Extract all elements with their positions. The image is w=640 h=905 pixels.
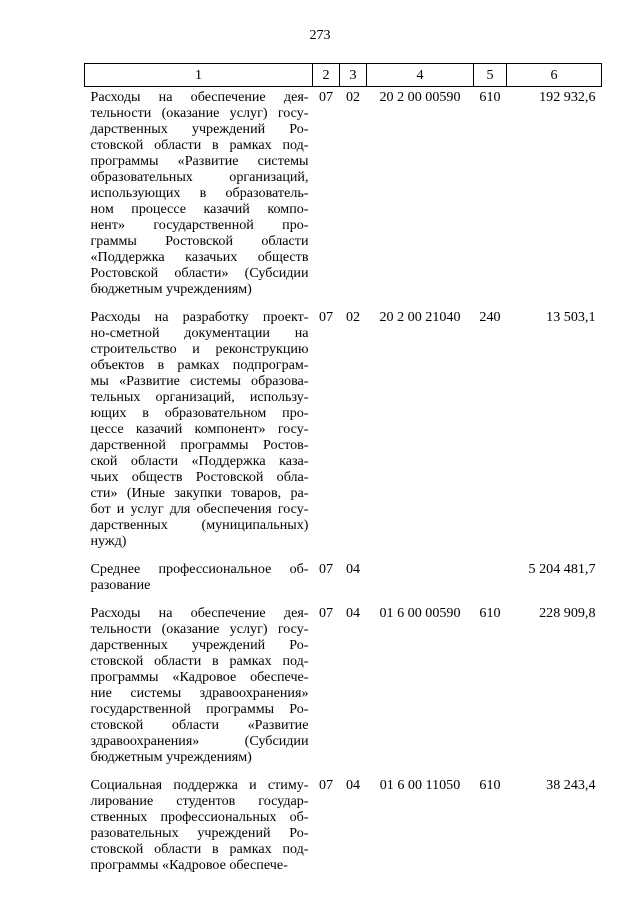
row-amount: 228 909,8 <box>539 605 596 621</box>
table-row <box>85 297 602 549</box>
row-section-code: 07 <box>318 777 334 793</box>
description-line: объектов в рамках подпрограм- <box>90 357 309 373</box>
row-target-article: 20 2 00 00590 <box>379 89 461 105</box>
description-line: ном процессе казачий компо- <box>90 201 309 217</box>
description-line: Расходы на обеспечение дея- <box>90 89 309 105</box>
row-description <box>85 297 313 549</box>
row-description <box>85 549 313 593</box>
description-line: использующих в образователь- <box>90 185 309 201</box>
column-header-5: 5 <box>474 64 507 87</box>
description-line: Социальная поддержка и стиму- <box>90 777 309 793</box>
row-section-code: 07 <box>318 561 334 577</box>
row-subsection-code: 04 <box>345 777 361 793</box>
description-line: здравоохранения» (Субсидии <box>90 733 309 749</box>
description-line: но-сметной документации на <box>90 325 309 341</box>
description-line: ственных профессиональных об- <box>90 809 309 825</box>
description-line: стовской области в рамках под- <box>90 653 309 669</box>
row-section-code: 07 <box>318 605 334 621</box>
description-line: Ростовской области» (Субсидии <box>90 265 309 281</box>
description-line: дарственной программы Ростов- <box>90 437 309 453</box>
column-header-3: 3 <box>340 64 367 87</box>
column-header-2: 2 <box>313 64 340 87</box>
row-expense-type: 610 <box>479 605 501 621</box>
row-expense-type <box>474 549 507 593</box>
description-line: ской области «Поддержка каза- <box>90 453 309 469</box>
description-line: дарственных учреждений Ро- <box>90 121 309 137</box>
description-line: тельности (оказание услуг) госу- <box>90 621 309 637</box>
row-target-article <box>367 549 474 593</box>
description-line: лирование студентов государ- <box>90 793 309 809</box>
description-line: мы «Развитие системы образова- <box>90 373 309 389</box>
description-line: программы «Кадровое обеспече- <box>90 857 288 873</box>
row-description <box>85 87 313 298</box>
description-line: тельности (оказание услуг) госу- <box>90 105 309 121</box>
row-target-article: 01 6 00 00590 <box>379 605 461 621</box>
description-line: бюджетным учреждениям) <box>90 749 252 765</box>
description-line: стовской области в рамках под- <box>90 137 309 153</box>
description-line: цессе казачий компонент» госу- <box>90 421 309 437</box>
row-expense-type: 610 <box>479 777 501 793</box>
row-amount: 38 243,4 <box>546 777 596 793</box>
description-line: стовской области в рамках под- <box>90 841 309 857</box>
table-row <box>85 549 602 593</box>
description-line: Расходы на разработку проект- <box>90 309 309 325</box>
page-number: 273 <box>309 28 331 43</box>
row-target-article: 20 2 00 21040 <box>379 309 461 325</box>
description-line: ние системы здравоохранения» <box>90 685 309 701</box>
description-line: стовской области «Развитие <box>90 717 309 733</box>
row-amount: 192 932,6 <box>539 89 596 105</box>
description-line: программы «Кадровое обеспече- <box>90 669 309 685</box>
row-subsection-code: 04 <box>345 561 361 577</box>
row-target-article: 01 6 00 11050 <box>379 777 461 793</box>
description-line: разование <box>90 577 151 593</box>
row-description <box>85 765 313 873</box>
column-header-6: 6 <box>507 64 602 87</box>
description-line: Расходы на обеспечение дея- <box>90 605 309 621</box>
description-line: «Поддержка казачьих обществ <box>90 249 309 265</box>
description-line: дарственных учреждений Ро- <box>90 637 309 653</box>
row-subsection-code: 04 <box>345 605 361 621</box>
description-line: дарственных (муниципальных) <box>90 517 309 533</box>
description-line: бот и услуг для обеспечения госу- <box>90 501 309 517</box>
description-line: нужд) <box>90 533 127 549</box>
description-line: бюджетным учреждениям) <box>90 281 252 297</box>
description-line: чьих обществ Ростовской обла- <box>90 469 309 485</box>
description-line: тельных организаций, использу- <box>90 389 309 405</box>
description-line: Среднее профессиональное об- <box>90 561 309 577</box>
description-line: программы «Развитие системы <box>90 153 309 169</box>
column-header-1: 1 <box>85 64 313 87</box>
table-header-row <box>85 64 602 87</box>
table-body <box>85 87 602 874</box>
description-line: ющих в образовательном про- <box>90 405 309 421</box>
row-amount: 5 204 481,7 <box>528 561 596 577</box>
row-description <box>85 593 313 765</box>
description-line: образовательных организаций, <box>90 169 309 185</box>
row-section-code: 07 <box>318 309 334 325</box>
row-section-code: 07 <box>318 89 334 105</box>
description-line: нент» государственной про- <box>90 217 309 233</box>
table-row <box>85 87 602 298</box>
row-amount: 13 503,1 <box>546 309 596 325</box>
table-row <box>85 593 602 765</box>
description-line: государственной программы Ро- <box>90 701 309 717</box>
budget-table <box>84 63 602 873</box>
description-line: сти» (Иные закупки товаров, ра- <box>90 485 309 501</box>
row-expense-type: 240 <box>479 309 501 325</box>
column-header-4: 4 <box>367 64 474 87</box>
description-line: граммы Ростовской области <box>90 233 309 249</box>
row-subsection-code: 02 <box>345 309 361 325</box>
row-expense-type: 610 <box>479 89 501 105</box>
description-line: разовательных учреждений Ро- <box>90 825 309 841</box>
row-subsection-code: 02 <box>345 89 361 105</box>
description-line: строительство и реконструкцию <box>90 341 309 357</box>
table-row <box>85 765 602 873</box>
